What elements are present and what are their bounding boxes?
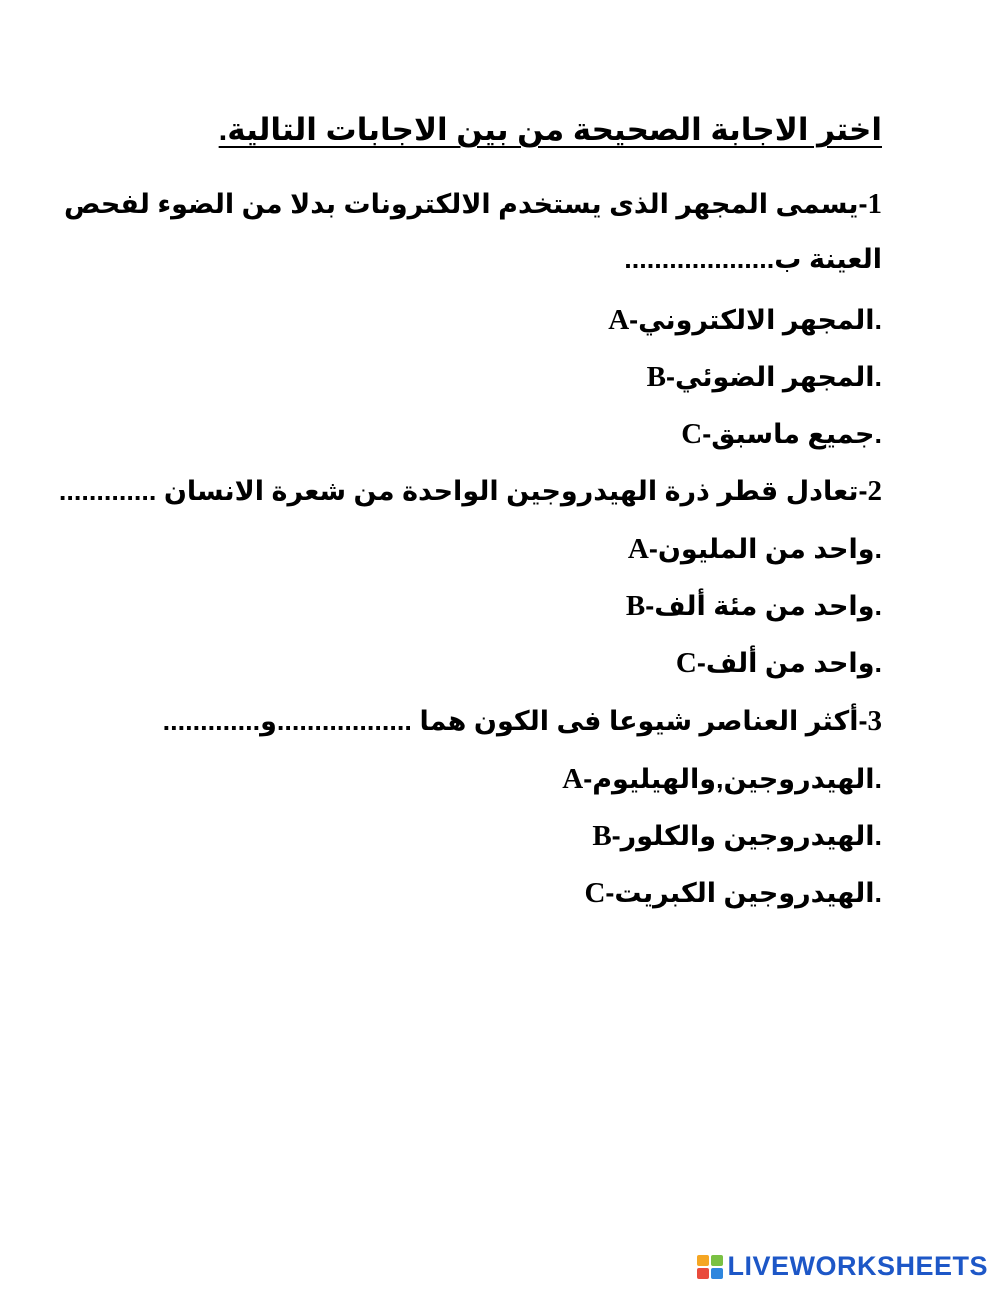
question-2-option-a[interactable]: [628, 533, 882, 566]
question-1-number: 1: [867, 188, 882, 220]
option-letter: B: [592, 820, 612, 852]
question-3-line-1: [163, 705, 882, 738]
question-2-line-1: [59, 475, 882, 508]
question-1-option-b[interactable]: [647, 361, 882, 394]
option-text: -الهيدروجين الكبريت.: [605, 878, 882, 908]
option-letter: C: [681, 418, 703, 450]
logo-square-blue: [711, 1268, 723, 1279]
option-letter: B: [625, 590, 646, 622]
logo-text: LIVEWORKSHEETS: [727, 1251, 988, 1281]
option-letter: C: [675, 647, 697, 679]
question-1-line-1: [64, 188, 882, 221]
worksheet-title: اختر الاجابة الصحيحة من بين الاجابات التالية.: [218, 112, 882, 147]
option-text: -واحد من مئة ألف.: [645, 591, 882, 621]
option-text: -جميع ماسبق.: [702, 419, 882, 449]
option-text: -المجهر الالكتروني.: [629, 305, 882, 335]
option-letter: C: [584, 877, 606, 909]
logo-square-red: [697, 1268, 709, 1279]
liveworksheets-logo[interactable]: [697, 1251, 988, 1282]
question-2-option-b[interactable]: [626, 590, 882, 623]
question-3-number: 3: [867, 705, 882, 737]
question-1-option-c[interactable]: [681, 418, 882, 451]
question-1-line-2: [624, 244, 882, 275]
question-3-option-a[interactable]: [562, 763, 882, 796]
option-text: -الهيدروجين,والهيليوم.: [583, 764, 882, 794]
question-2-text: -تعادل قطر ذرة الهيدروجين الواحدة من شعرة الانسان .............: [58, 476, 868, 506]
option-text: -المجهر الضوئي.: [666, 362, 882, 392]
question-1-text-continued: العينة ب....................: [624, 244, 882, 274]
question-1-option-a[interactable]: [608, 304, 882, 337]
option-letter: A: [627, 533, 649, 565]
option-letter: B: [646, 361, 667, 393]
logo-square-orange: [697, 1255, 709, 1266]
option-text: -الهيدروجين والكلور.: [611, 821, 882, 851]
question-3-option-c[interactable]: [584, 877, 882, 910]
question-3-option-b[interactable]: [592, 820, 882, 853]
option-letter: A: [608, 304, 630, 336]
question-1-text: -يسمى المجهر الذى يستخدم الالكترونات بدلا من الضوء لفحص: [64, 189, 868, 219]
option-letter: A: [562, 763, 584, 795]
question-3-text: -أكثر العناصر شيوعا فى الكون هما ..................و.............: [162, 706, 868, 736]
option-text: -واحد من ألف.: [696, 648, 882, 678]
option-text: -واحد من المليون.: [648, 534, 882, 564]
question-2-option-c[interactable]: [676, 647, 882, 680]
liveworksheets-logo-icon: [697, 1255, 723, 1279]
question-2-number: 2: [867, 475, 882, 507]
logo-square-green: [711, 1255, 723, 1266]
